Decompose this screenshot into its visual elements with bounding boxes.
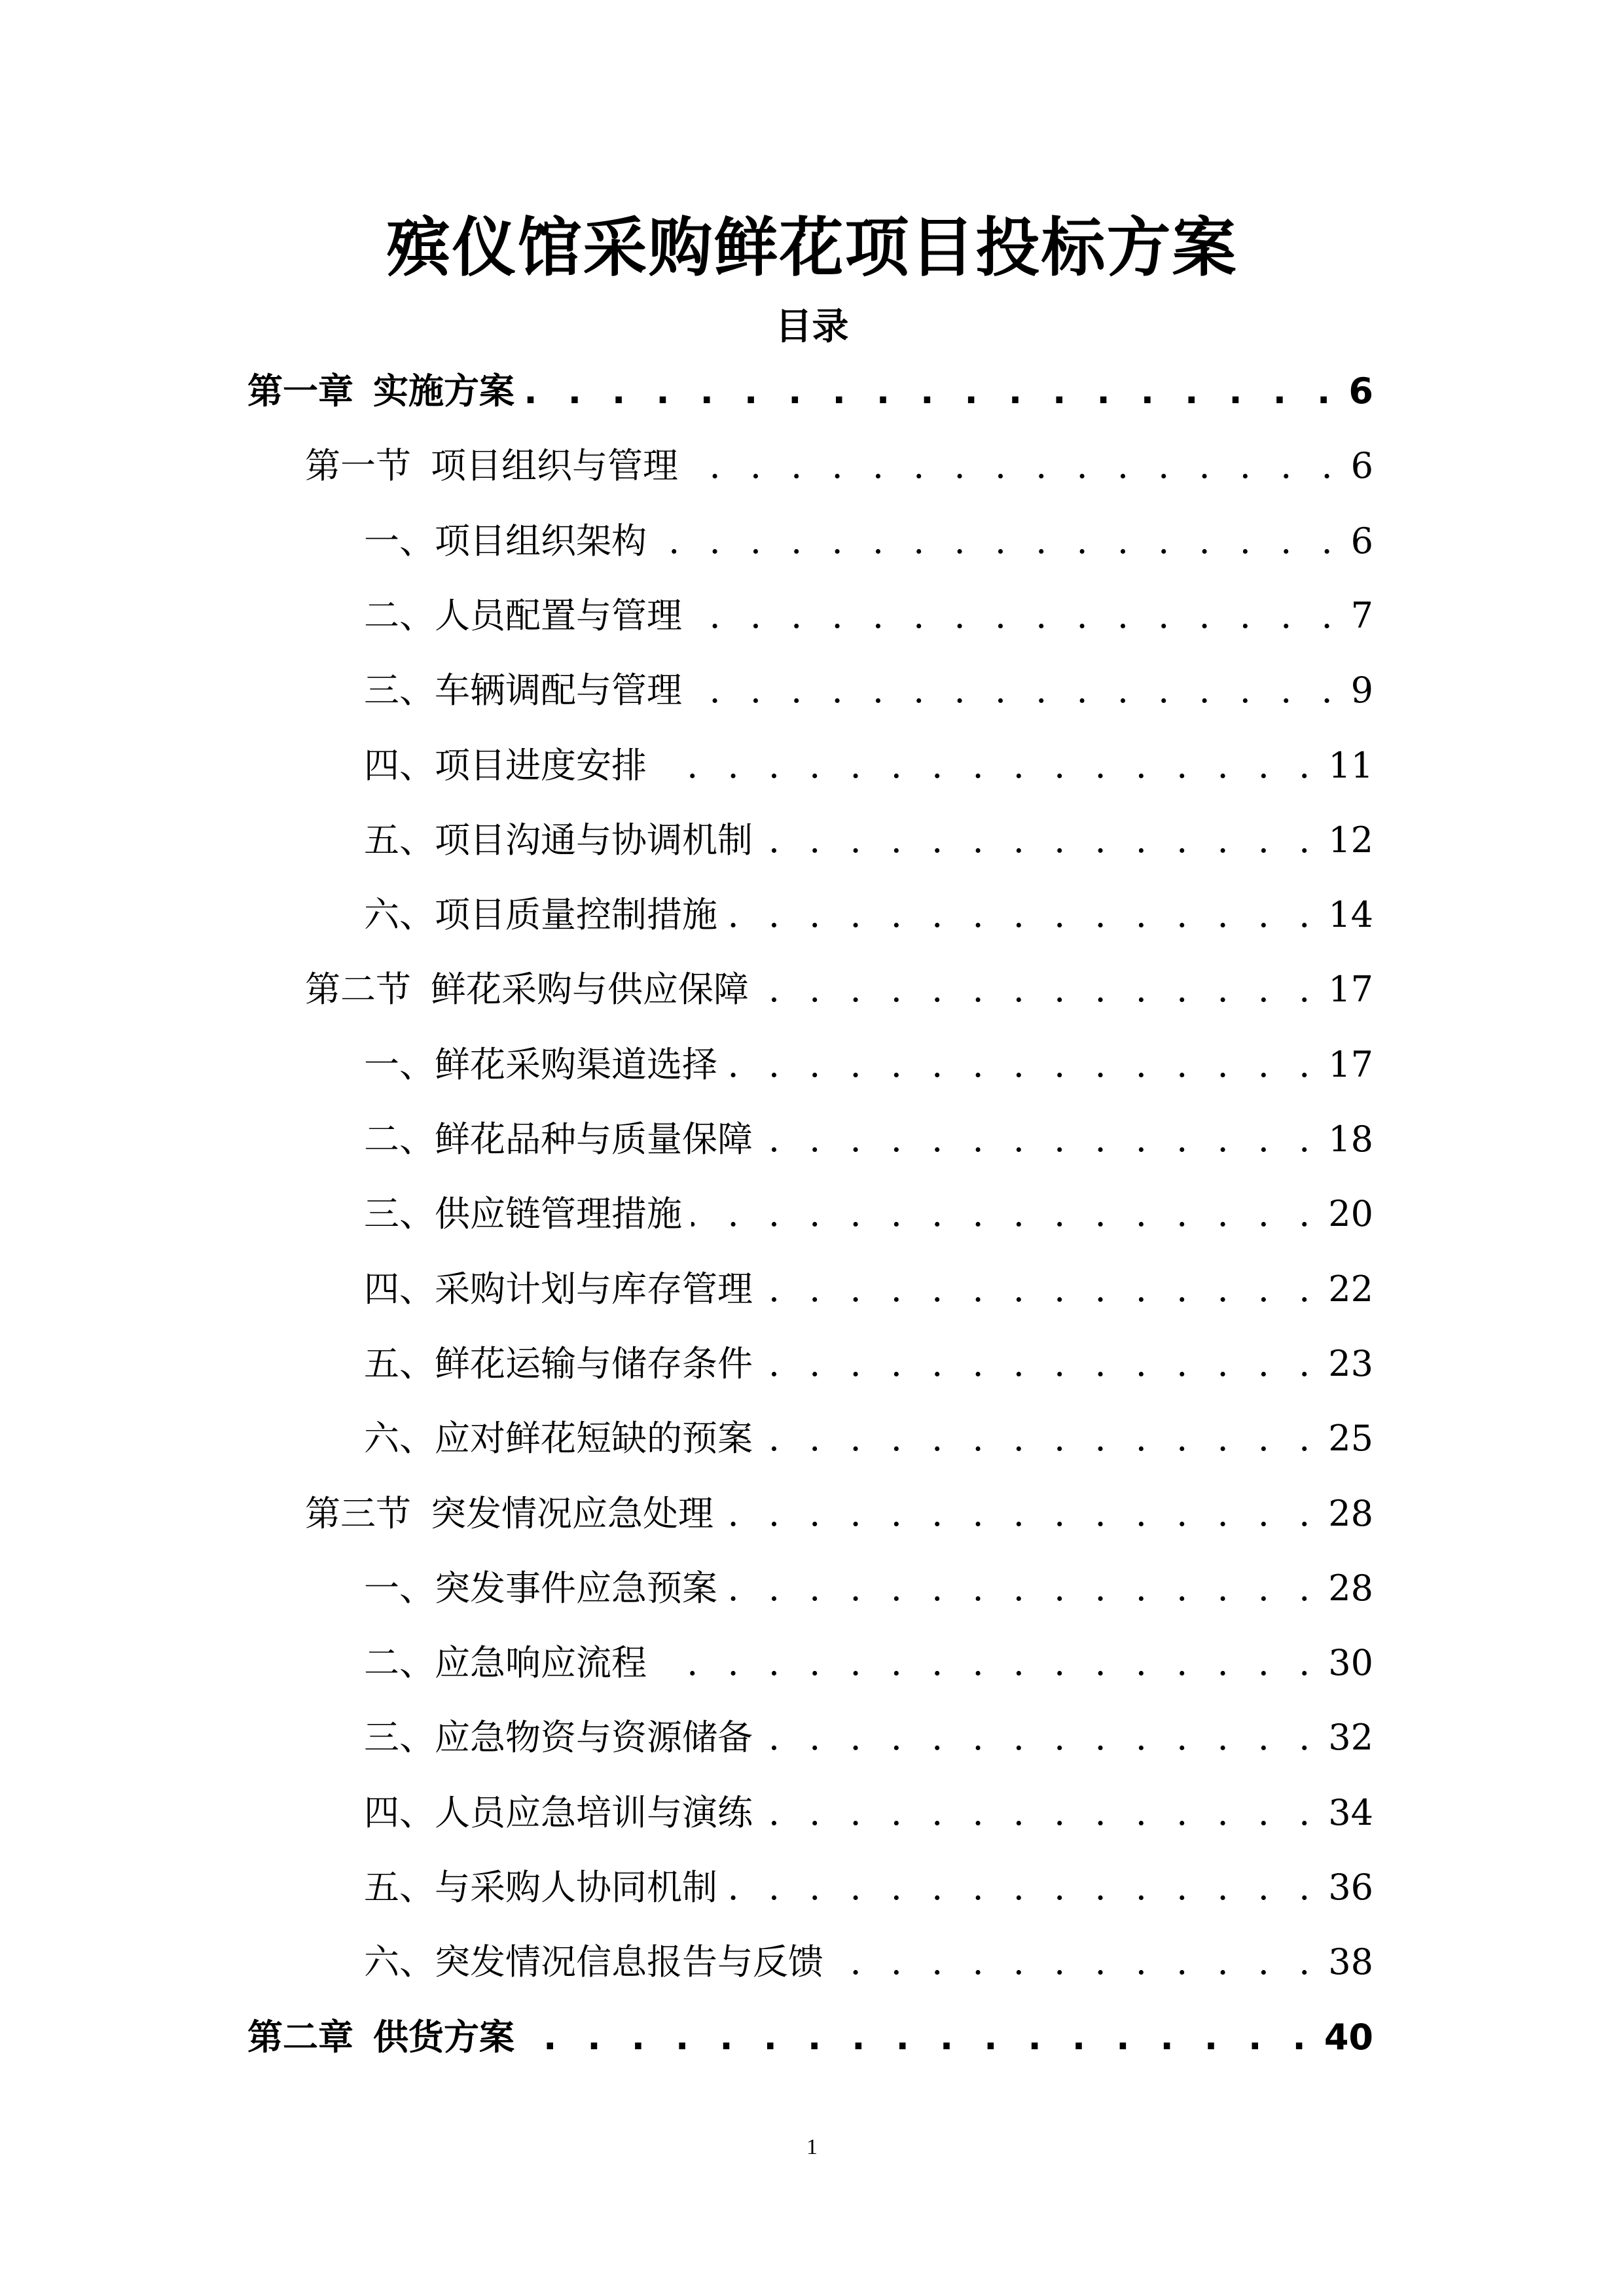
toc-entry[interactable] [364, 889, 1373, 941]
toc-entry-title: 鲜花运输与储存条件 [435, 1343, 753, 1384]
toc-dot-leader [727, 1562, 1319, 1615]
toc-entry-title: 人员配置与管理 [435, 595, 682, 636]
toc-entry-page: 28 [1328, 1568, 1373, 1609]
toc-entry-number: 一、 [364, 1044, 435, 1085]
toc-entry-page: 20 [1328, 1193, 1373, 1234]
toc-entry-title: 与采购人协同机制 [435, 1867, 717, 1908]
page-number: 1 [806, 2135, 818, 2159]
toc-entry-page: 9 [1350, 670, 1373, 711]
toc-dot-leader [656, 1637, 1319, 1689]
toc-entry[interactable] [364, 1338, 1373, 1390]
toc-dot-leader [762, 814, 1319, 867]
toc-entry[interactable] [364, 1113, 1373, 1166]
toc-entry-page: 12 [1328, 819, 1373, 861]
toc-entry[interactable] [364, 814, 1373, 867]
toc-entry-title: 项目沟通与协调机制 [435, 819, 753, 861]
toc-dot-leader [762, 1712, 1319, 1764]
toc-entry[interactable] [364, 1412, 1373, 1465]
toc-entry-number: 三、 [364, 1193, 435, 1234]
toc-entry-title: 项目进度安排 [435, 745, 647, 786]
toc-entry[interactable] [364, 1637, 1373, 1689]
toc-entry[interactable] [364, 515, 1373, 567]
toc-dot-leader [656, 515, 1342, 567]
toc-entry[interactable] [364, 1562, 1373, 1615]
toc-entry-title: 鲜花采购渠道选择 [435, 1044, 717, 1085]
toc-entry[interactable] [305, 440, 1373, 492]
toc-entry-number: 一、 [364, 520, 435, 562]
toc-entry-title: 实施方案 [373, 370, 514, 412]
toc-entry-page: 6 [1350, 520, 1373, 562]
toc-entry-number: 二、 [364, 1642, 435, 1683]
toc-entry-title: 应急响应流程 [435, 1642, 647, 1683]
toc-entry-page: 17 [1328, 1044, 1373, 1085]
toc-entry-page: 18 [1328, 1119, 1373, 1160]
toc-entry[interactable] [364, 1188, 1373, 1240]
toc-entry-number: 三、 [364, 670, 435, 711]
toc-entry-number: 六、 [364, 1941, 435, 1982]
toc-entry-number: 四、 [364, 1268, 435, 1310]
document-title: 殡仪馆采购鲜花项目投标方案 [386, 211, 1238, 285]
toc-entry-number: 第二节 [305, 969, 411, 1010]
toc-entry-title: 项目质量控制措施 [435, 894, 717, 935]
toc-entry-page: 30 [1328, 1642, 1373, 1683]
toc-entry-title: 供应链管理措施 [435, 1193, 682, 1234]
toc-heading: 目录 [775, 306, 849, 348]
toc-entry[interactable] [364, 1936, 1373, 1988]
toc-entry-title: 车辆调配与管理 [435, 670, 682, 711]
toc-entry[interactable] [364, 740, 1373, 792]
toc-entry-number: 四、 [364, 745, 435, 786]
toc-entry-page: 38 [1328, 1941, 1373, 1982]
toc-entry-title: 突发情况信息报告与反馈 [435, 1941, 823, 1982]
toc-entry[interactable] [364, 1861, 1373, 1914]
toc-dot-leader [656, 740, 1319, 792]
toc-dot-leader [723, 1488, 1319, 1540]
toc-entry[interactable] [247, 2011, 1373, 2064]
toc-dot-leader [762, 1263, 1319, 1316]
toc-entry-page: 28 [1328, 1493, 1373, 1534]
toc-entry-page: 7 [1350, 595, 1373, 636]
toc-entry-title: 人员应急培训与演练 [435, 1792, 753, 1833]
toc-entry[interactable] [364, 1787, 1373, 1839]
toc-dot-leader [727, 1861, 1319, 1914]
toc-entry-number: 第三节 [305, 1493, 411, 1534]
toc-dot-leader [762, 1338, 1319, 1390]
toc-entry-page: 6 [1350, 445, 1373, 486]
toc-entry-number: 六、 [364, 1418, 435, 1459]
toc-entry-number: 三、 [364, 1717, 435, 1758]
toc-entry-page: 40 [1324, 2017, 1373, 2058]
toc-dot-leader [727, 1039, 1319, 1091]
toc-entry-title: 突发事件应急预案 [435, 1568, 717, 1609]
toc-entry[interactable] [305, 1488, 1373, 1540]
toc-entry-title: 项目组织架构 [435, 520, 647, 562]
toc-entry[interactable] [305, 963, 1373, 1016]
toc-entry-page: 14 [1328, 894, 1373, 935]
toc-entry-number: 四、 [364, 1792, 435, 1833]
toc-entry[interactable] [364, 1263, 1373, 1316]
toc-dot-leader [762, 1412, 1319, 1465]
toc-entry[interactable] [364, 590, 1373, 642]
toc-entry-title: 鲜花采购与供应保障 [431, 969, 749, 1010]
toc-entry-title: 采购计划与库存管理 [435, 1268, 753, 1310]
toc-entry-title: 供货方案 [373, 2017, 514, 2058]
toc-dot-leader [727, 889, 1319, 941]
toc-entry-page: 34 [1328, 1792, 1373, 1833]
toc-entry-number: 第一节 [305, 445, 411, 486]
toc-entry[interactable] [364, 664, 1373, 717]
toc-entry-number: 六、 [364, 894, 435, 935]
toc-dot-leader [833, 1936, 1319, 1988]
toc-entry-title: 鲜花品种与质量保障 [435, 1119, 753, 1160]
toc-entry-number: 第二章 [247, 2017, 353, 2058]
toc-entry-number: 二、 [364, 1119, 435, 1160]
toc-entry[interactable] [364, 1712, 1373, 1764]
toc-entry-page: 22 [1328, 1268, 1373, 1310]
toc-entry-page: 32 [1328, 1717, 1373, 1758]
toc-entry-page: 25 [1328, 1418, 1373, 1459]
toc-dot-leader [758, 963, 1319, 1016]
toc-entry-title: 应对鲜花短缺的预案 [435, 1418, 753, 1459]
toc-entry-page: 17 [1328, 969, 1373, 1010]
toc-dot-leader [762, 1113, 1319, 1166]
toc-entry-number: 第一章 [247, 370, 353, 412]
toc-entry[interactable] [364, 1039, 1373, 1091]
toc-dot-leader [687, 440, 1342, 492]
toc-entry-number: 一、 [364, 1568, 435, 1609]
toc-dot-leader [691, 664, 1342, 717]
toc-dot-leader [762, 1787, 1319, 1839]
toc-entry-page: 36 [1328, 1867, 1373, 1908]
toc-entry-number: 二、 [364, 595, 435, 636]
toc-entry-page: 6 [1348, 370, 1373, 412]
toc-entry-number: 五、 [364, 1867, 435, 1908]
toc-entry-title: 突发情况应急处理 [431, 1493, 713, 1534]
toc-entry-page: 11 [1328, 745, 1373, 786]
toc-dot-leader [524, 2011, 1315, 2064]
toc-entry-page: 23 [1328, 1343, 1373, 1384]
toc-dot-leader [691, 1188, 1319, 1240]
toc-entry-title: 应急物资与资源储备 [435, 1717, 753, 1758]
toc-entry[interactable] [247, 365, 1373, 418]
toc-entry-number: 五、 [364, 1343, 435, 1384]
toc-dot-leader [524, 365, 1339, 418]
toc-entry-number: 五、 [364, 819, 435, 861]
toc-entry-title: 项目组织与管理 [431, 445, 678, 486]
toc-dot-leader [691, 590, 1342, 642]
